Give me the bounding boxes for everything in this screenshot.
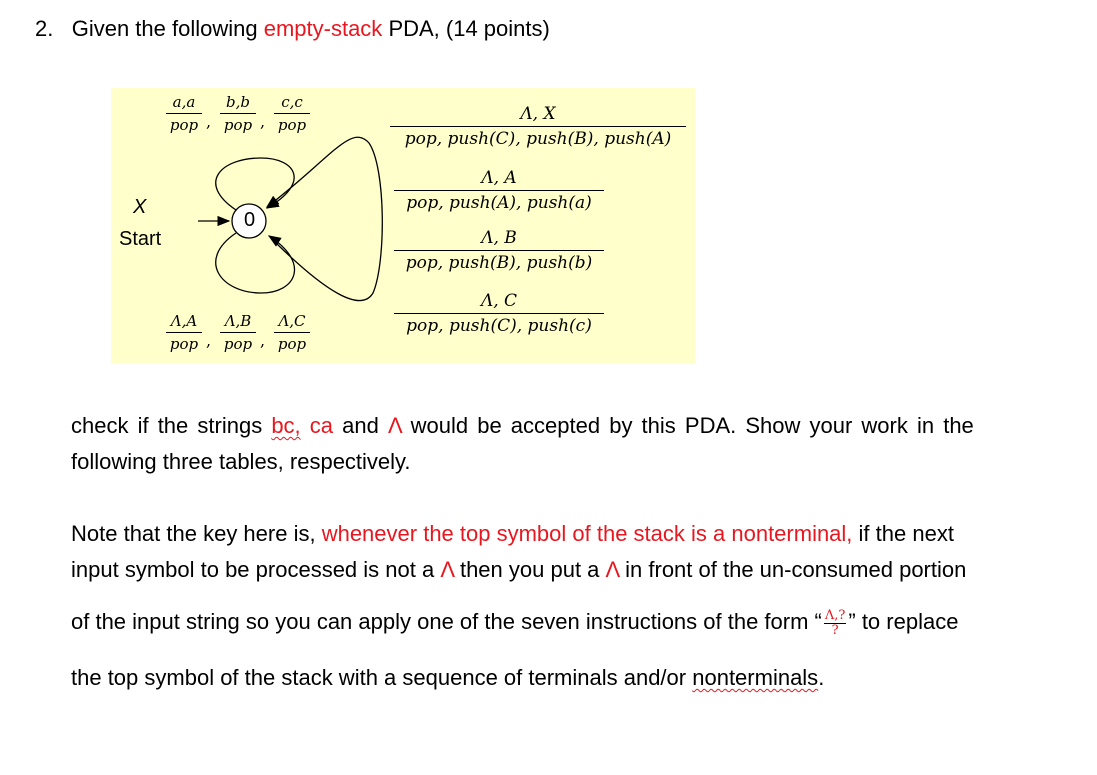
state-name: 0 <box>244 209 256 231</box>
top-loop-label: a,a pop <box>166 93 202 134</box>
nonterminal-rule-highlight: whenever the top symbol of the stack is a nonterminal, <box>321 521 853 546</box>
question-header <box>35 16 550 42</box>
paragraph-1-line-1: check if the strings bc, ca and Λ would be accepted by this PDA. Show your work in the <box>71 413 974 438</box>
rule-label: Λ, C pop, push(C), push(c) <box>394 291 604 336</box>
question-highlight: empty-stack <box>263 16 383 41</box>
instruction-form: $\frac{\Lambda,?}{?}$ <box>824 607 846 638</box>
string-lambda: Λ <box>388 413 402 438</box>
top-loop-label: c,c pop <box>274 93 310 134</box>
string-bc: bc, <box>271 413 301 438</box>
rule-label: Λ, B pop, push(B), push(b) <box>394 228 604 273</box>
paragraph-2-line-1: Note that the key here is, whenever the top symbol of the stack is a nonterminal, if the next <box>71 521 954 546</box>
start-label: Start <box>119 228 162 250</box>
rule-label: Λ, X pop, push(C), push(B), push(A) <box>390 104 686 149</box>
start-symbol: X <box>133 196 147 218</box>
right-loop <box>267 137 382 300</box>
paragraph-1-line-2: following three tables, respectively. <box>71 449 411 474</box>
question-number: 2. <box>35 16 54 41</box>
bottom-loop-label: Λ,C pop <box>274 312 310 353</box>
string-ca: ca <box>309 413 334 438</box>
paragraph-2-line-4: the top symbol of the stack with a sequence of terminals and/or nonterminals. <box>71 665 825 690</box>
paragraph-2-line-2: input symbol to be processed is not a Λ then you put a Λ in front of the un-consumed portion <box>71 557 967 582</box>
pda-diagram: 0 X Start a,a pop , b,b pop , c,c pop Λ,A pop , Λ,B pop , Λ,C pop Λ, X pop, push(C), push(B), push(A) Λ, A pop, push(A), push(a) Λ, B pop, push(B), push(b) Λ, C pop, push(C), push(c) <box>111 88 695 364</box>
question-tail: PDA, (14 points) <box>388 16 550 41</box>
paragraph-2-line-3: of the input string so you can apply one of the seven instructions of the form “ $\frac{\Lambda,?}{?}$ ” to replace <box>71 607 959 638</box>
rule-label: Λ, A pop, push(A), push(a) <box>394 168 604 213</box>
question-lead: Given the following <box>71 16 258 41</box>
top-self-loop <box>216 158 294 210</box>
top-loop-label: b,b pop <box>220 93 256 134</box>
bottom-self-loop <box>216 233 295 293</box>
bottom-loop-label: Λ,B pop <box>220 312 256 353</box>
bottom-loop-label: Λ,A pop <box>166 312 202 353</box>
